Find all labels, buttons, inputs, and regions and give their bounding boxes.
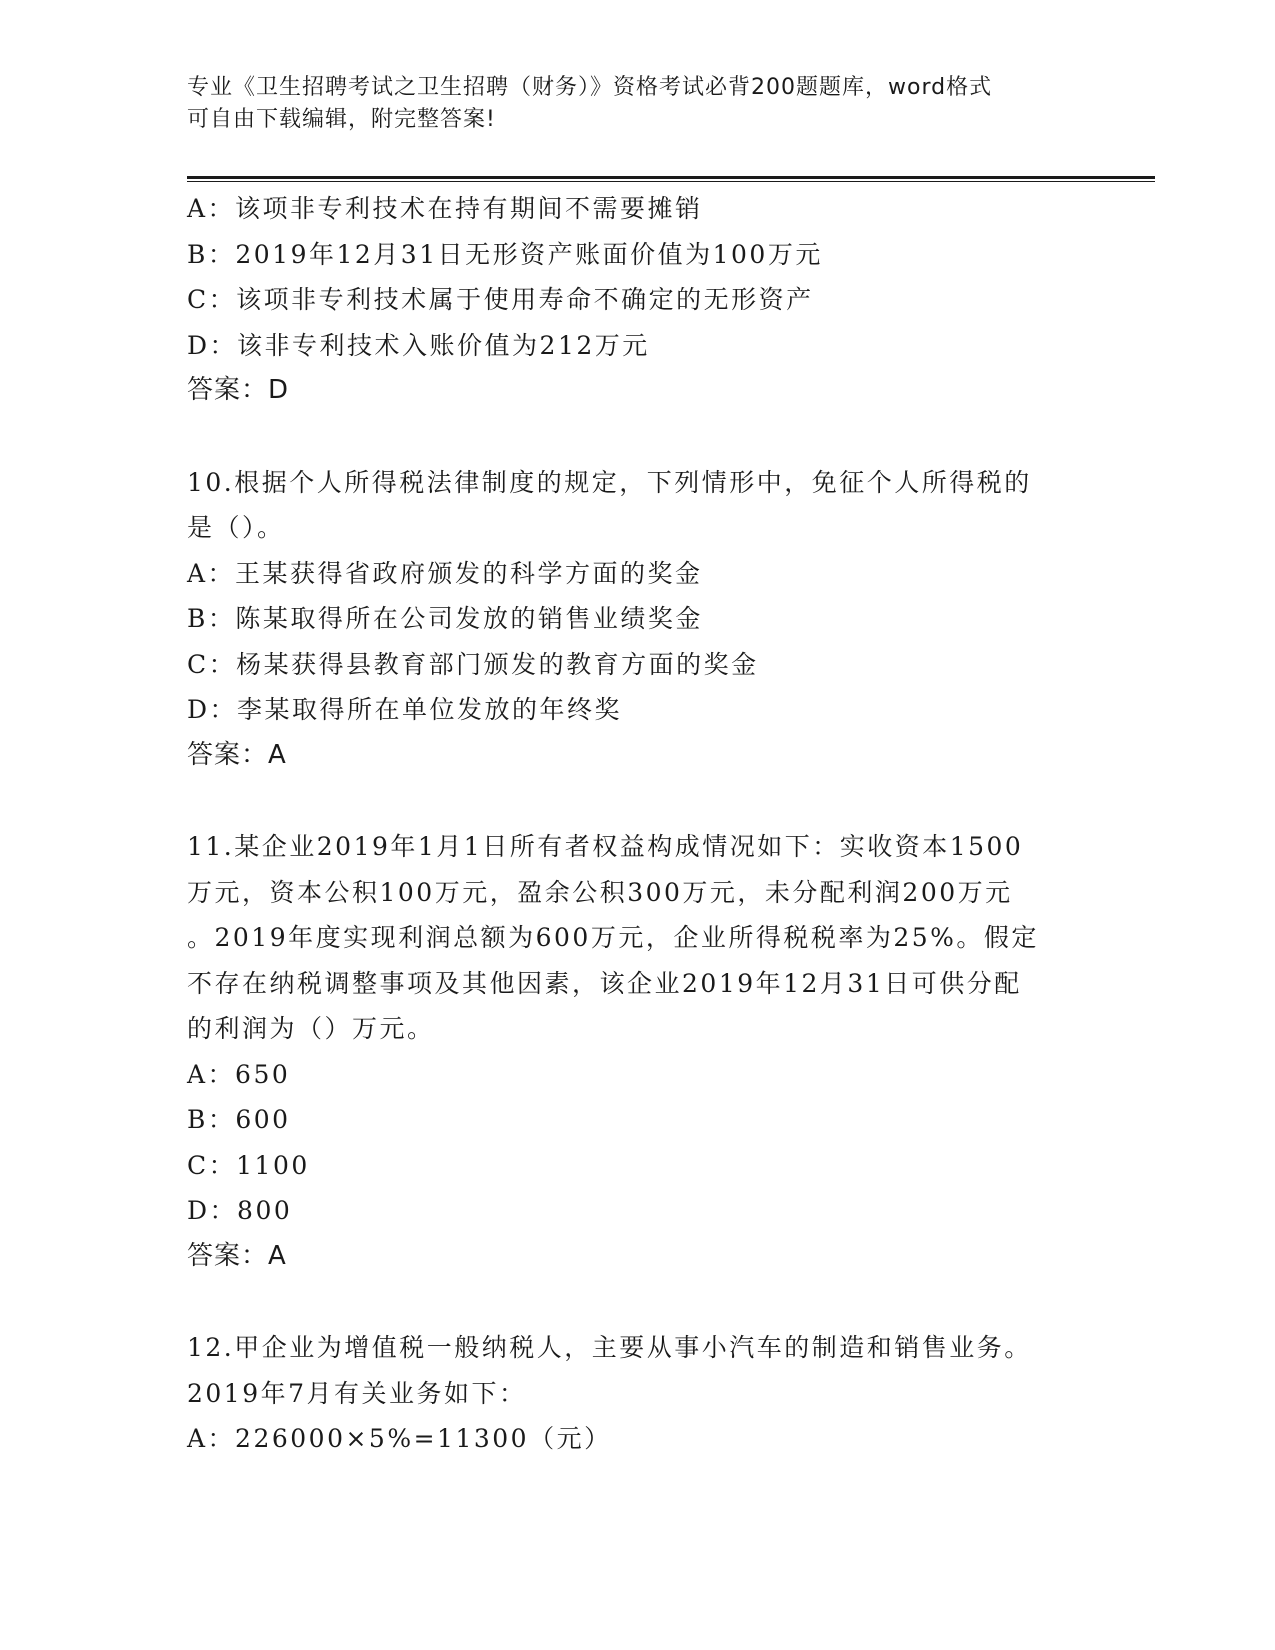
document-header (187, 72, 1087, 136)
question-list (187, 186, 1087, 1462)
question-9 (187, 186, 1087, 414)
header-divider (187, 176, 1155, 182)
question-stem-line: 的利润为（）万元。 (187, 1014, 435, 1043)
option-a: A：650 (187, 1059, 291, 1089)
question-stem-line: 。2019年度实现利润总额为600万元，企业所得税税率为25%。假定 (187, 923, 1039, 952)
option-d: D：李某取得所在单位发放的年终奖 (187, 695, 623, 724)
option-b: B：2019年12月31日无形资产账面价值为100万元 (187, 239, 823, 269)
spacer (187, 778, 1087, 824)
option-a: A：226000×5%=11300（元） (187, 1424, 612, 1453)
header-line-1: 专业《卫生招聘考试之卫生招聘（财务）》资格考试必背200题题库，word格式 (187, 75, 993, 100)
question-stem-line: 2019年7月有关业务如下： (187, 1378, 527, 1408)
question-stem-line: 不存在纳税调整事项及其他因素，该企业2019年12月31日可供分配 (187, 968, 1022, 998)
option-c: C：杨某获得县教育部门颁发的教育方面的奖金 (187, 649, 759, 679)
option-a: A：该项非专利技术在持有期间不需要摊销 (187, 194, 703, 223)
option-d: D：800 (187, 1196, 293, 1225)
question-stem-line: 是（）。 (187, 513, 285, 542)
option-a: A：王某获得省政府颁发的科学方面的奖金 (187, 558, 703, 588)
answer: 答案：A (187, 739, 287, 770)
question-10 (187, 460, 1087, 779)
question-stem-line: 11.某企业2019年1月1日所有者权益构成情况如下：实收资本1500 (187, 832, 1024, 861)
spacer (187, 414, 1087, 460)
question-stem-line: 万元，资本公积100万元，盈余公积300万元，未分配利润200万元 (187, 877, 1013, 907)
option-b: B：600 (187, 1105, 291, 1134)
option-d: D：该非专利技术入账价值为212万元 (187, 330, 650, 360)
option-c: C：该项非专利技术属于使用寿命不确定的无形资产 (187, 285, 814, 314)
option-b: B：陈某取得所在公司发放的销售业绩奖金 (187, 604, 703, 633)
answer: 答案：A (187, 1240, 287, 1271)
question-stem-line: 12.甲企业为增值税一般纳税人，主要从事小汽车的制造和销售业务。 (187, 1333, 1032, 1362)
header-line-2: 可自由下载编辑，附完整答案! (187, 107, 496, 132)
option-c: C：1100 (187, 1150, 310, 1180)
question-stem-line: 10.根据个人所得税法律制度的规定，下列情形中，免征个人所得税的 (187, 467, 1032, 497)
question-12 (187, 1325, 1087, 1462)
answer: 答案：D (187, 375, 290, 405)
question-11 (187, 824, 1087, 1279)
spacer (187, 1279, 1087, 1325)
